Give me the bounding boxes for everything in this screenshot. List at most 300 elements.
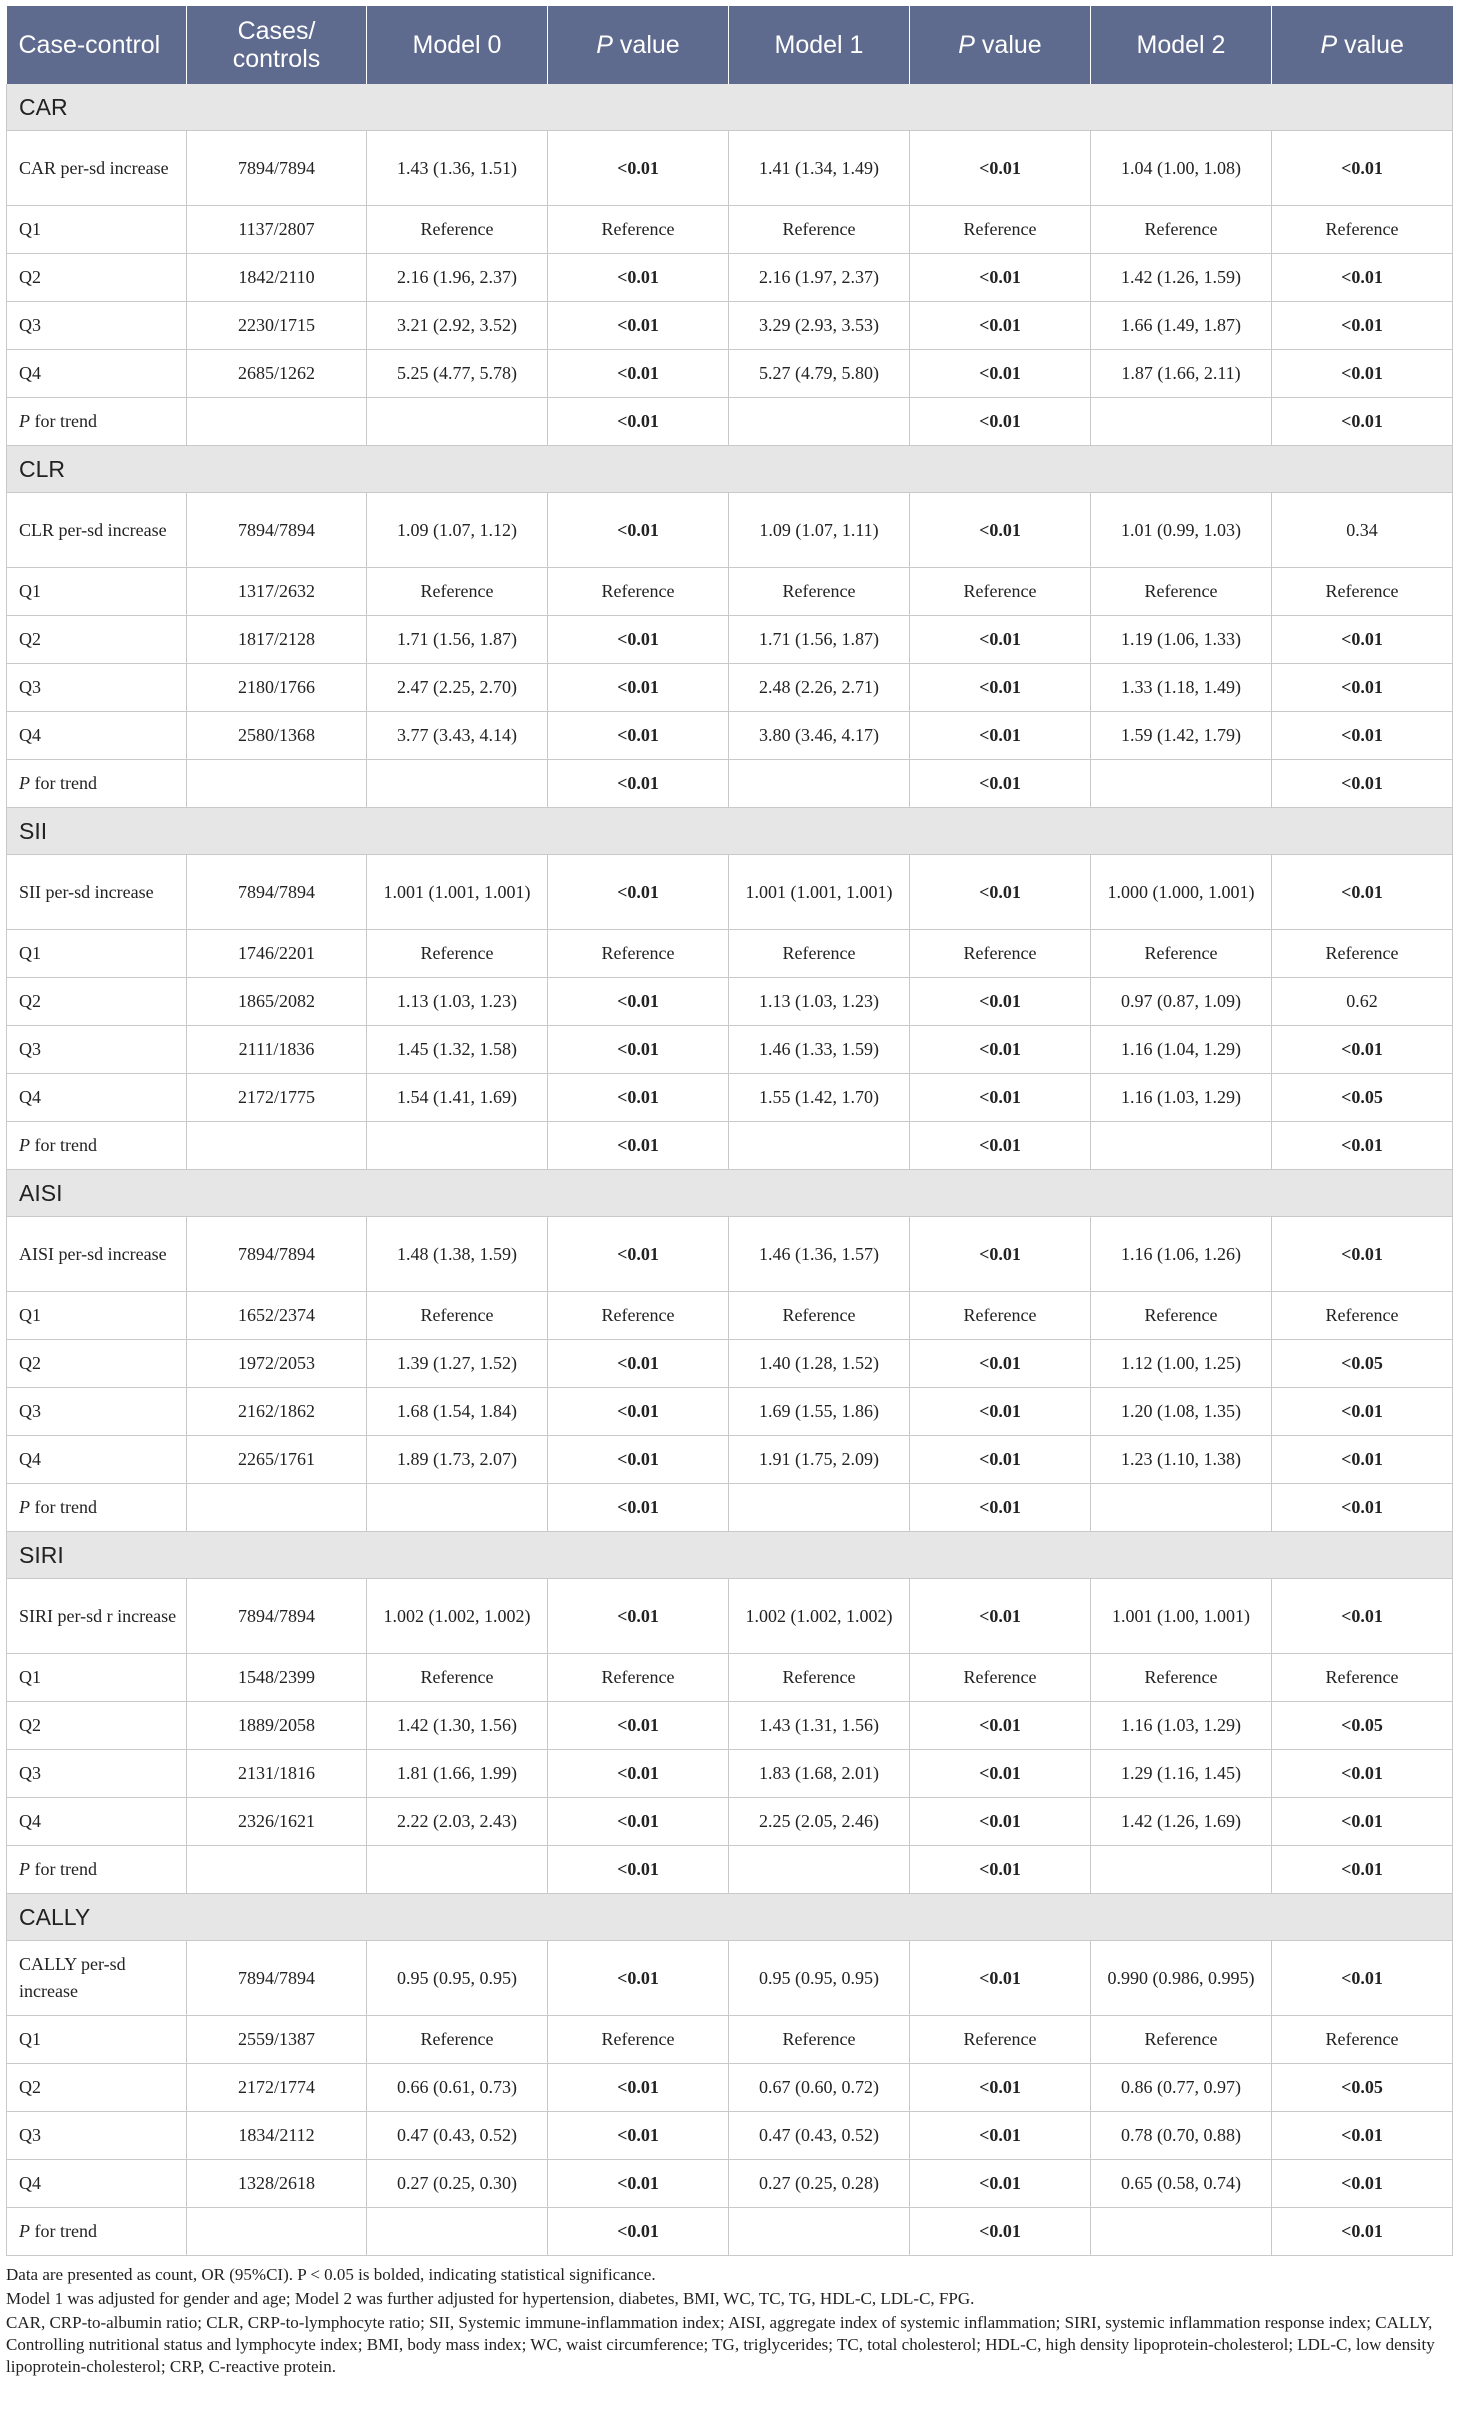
cases-controls-cell: 1746/2201: [187, 930, 367, 978]
cases-controls-cell: 2685/1262: [187, 350, 367, 398]
table-row: [7, 1436, 1453, 1484]
table-row: [7, 1217, 1453, 1292]
cases-controls-cell: 7894/7894: [187, 1217, 367, 1292]
row-label: Q3: [7, 1388, 187, 1436]
model-2-cell: 1.16 (1.03, 1.29): [1091, 1702, 1272, 1750]
cases-controls-cell: 2172/1775: [187, 1074, 367, 1122]
header-p-rest: value: [974, 31, 1042, 59]
p-value-2-cell: <0.05: [1272, 1702, 1453, 1750]
p-value-2-cell: <0.01: [1272, 1217, 1453, 1292]
row-label: P for trend: [7, 398, 187, 446]
cases-controls-cell: 2180/1766: [187, 664, 367, 712]
row-label: P for trend: [7, 1122, 187, 1170]
cases-controls-cell: 1652/2374: [187, 1292, 367, 1340]
p-value-1-cell: <0.01: [910, 1122, 1091, 1170]
row-label: Q4: [7, 1436, 187, 1484]
row-label: Q4: [7, 350, 187, 398]
model-0-cell: 1.48 (1.38, 1.59): [367, 1217, 548, 1292]
model-1-cell: [729, 398, 910, 446]
model-0-cell: Reference: [367, 930, 548, 978]
model-1-cell: Reference: [729, 206, 910, 254]
model-2-cell: [1091, 760, 1272, 808]
p-value-2-cell: <0.01: [1272, 131, 1453, 206]
model-1-cell: 5.27 (4.79, 5.80): [729, 350, 910, 398]
model-1-cell: 1.41 (1.34, 1.49): [729, 131, 910, 206]
p-value-1-cell: <0.01: [910, 1074, 1091, 1122]
p-value-1-cell: <0.01: [910, 616, 1091, 664]
table-row: [7, 493, 1453, 568]
p-italic-letter: P: [19, 2221, 30, 2241]
model-2-cell: 1.12 (1.00, 1.25): [1091, 1340, 1272, 1388]
table-header: [7, 6, 1453, 84]
model-1-cell: 1.001 (1.001, 1.001): [729, 855, 910, 930]
p-value-1-cell: <0.01: [910, 1846, 1091, 1894]
p-value-1-cell: <0.01: [910, 302, 1091, 350]
p-italic-letter: P: [19, 1859, 30, 1879]
p-value-2-cell: <0.01: [1272, 1026, 1453, 1074]
cases-controls-cell: 7894/7894: [187, 1579, 367, 1654]
p-value-2-cell: <0.01: [1272, 1579, 1453, 1654]
p-value-0-cell: <0.01: [548, 1702, 729, 1750]
p-value-0-cell: <0.01: [548, 1074, 729, 1122]
model-0-cell: [367, 2208, 548, 2256]
row-label: P for trend: [7, 1484, 187, 1532]
model-2-cell: 1.16 (1.04, 1.29): [1091, 1026, 1272, 1074]
p-value-2-cell: <0.01: [1272, 616, 1453, 664]
p-value-0-cell: <0.01: [548, 2112, 729, 2160]
p-value-2-cell: <0.01: [1272, 1941, 1453, 2016]
model-1-cell: 2.25 (2.05, 2.46): [729, 1798, 910, 1846]
p-value-0-cell: <0.01: [548, 978, 729, 1026]
p-value-2-cell: Reference: [1272, 568, 1453, 616]
p-value-1-cell: <0.01: [910, 2208, 1091, 2256]
table-row: [7, 1292, 1453, 1340]
p-value-2-cell: <0.01: [1272, 254, 1453, 302]
header-p-letter: P: [596, 31, 613, 59]
cases-controls-cell: 1317/2632: [187, 568, 367, 616]
cases-controls-cell: 2131/1816: [187, 1750, 367, 1798]
model-1-cell: [729, 1484, 910, 1532]
footnote-1: Data are presented as count, OR (95%CI). P < 0.05 is bolded, indicating statistical significance.: [6, 2265, 656, 2284]
model-2-cell: 1.42 (1.26, 1.59): [1091, 254, 1272, 302]
header-p-letter: P: [958, 31, 975, 59]
p-value-2-cell: Reference: [1272, 930, 1453, 978]
p-value-1-cell: <0.01: [910, 1702, 1091, 1750]
table-row: [7, 2016, 1453, 2064]
model-2-cell: 1.001 (1.00, 1.001): [1091, 1579, 1272, 1654]
p-value-0-cell: <0.01: [548, 2064, 729, 2112]
cases-controls-cell: [187, 1846, 367, 1894]
model-2-cell: 0.97 (0.87, 1.09): [1091, 978, 1272, 1026]
table-row: [7, 616, 1453, 664]
p-value-1-cell: <0.01: [910, 1217, 1091, 1292]
p-value-1-cell: <0.01: [910, 978, 1091, 1026]
model-2-cell: [1091, 398, 1272, 446]
p-value-2-cell: <0.01: [1272, 712, 1453, 760]
model-2-cell: [1091, 1484, 1272, 1532]
section-header-row: [7, 84, 1453, 131]
model-2-cell: Reference: [1091, 1654, 1272, 1702]
row-label: AISI per-sd increase: [7, 1217, 187, 1292]
p-value-2-cell: Reference: [1272, 1292, 1453, 1340]
model-0-cell: [367, 1122, 548, 1170]
row-label: Q4: [7, 1074, 187, 1122]
table-row: [7, 2208, 1453, 2256]
p-value-1-cell: <0.01: [910, 712, 1091, 760]
p-value-1-cell: <0.01: [910, 1798, 1091, 1846]
footnote-2: Model 1 was adjusted for gender and age; Model 2 was further adjusted for hypertension, diabetes, BMI, WC, TC, TG, HDL-C, LDL-C, FPG.: [6, 2289, 975, 2308]
header-p-value-2: [1272, 6, 1453, 84]
p-value-2-cell: <0.01: [1272, 302, 1453, 350]
row-label: Q2: [7, 1340, 187, 1388]
header-model-1: Model 1: [729, 6, 910, 84]
table-body: [7, 84, 1453, 2256]
model-1-cell: 1.13 (1.03, 1.23): [729, 978, 910, 1026]
p-italic-letter: P: [19, 773, 30, 793]
model-1-cell: 1.46 (1.36, 1.57): [729, 1217, 910, 1292]
model-1-cell: 0.67 (0.60, 0.72): [729, 2064, 910, 2112]
model-1-cell: 1.43 (1.31, 1.56): [729, 1702, 910, 1750]
row-label: SIRI per-sd r increase: [7, 1579, 187, 1654]
p-value-1-cell: Reference: [910, 1292, 1091, 1340]
row-label: Q2: [7, 1702, 187, 1750]
cases-controls-cell: 2580/1368: [187, 712, 367, 760]
model-0-cell: 1.42 (1.30, 1.56): [367, 1702, 548, 1750]
cases-controls-cell: 1889/2058: [187, 1702, 367, 1750]
p-value-0-cell: <0.01: [548, 1846, 729, 1894]
p-value-0-cell: <0.01: [548, 616, 729, 664]
p-value-1-cell: Reference: [910, 568, 1091, 616]
p-value-0-cell: <0.01: [548, 1122, 729, 1170]
footnote-3: CAR, CRP-to-albumin ratio; CLR, CRP-to-lymphocyte ratio; SII, Systemic immune-inflammation index; AISI, aggregate index of systemic inflammation; SIRI, systemic inflammation response index; CALLY, Controlling nutritional status and lymphocyte index; BMI, body mass index; WC, waist circumference; TG, triglycerides; TC, total cholesterol; HDL-C, high density lipoprotein-cholesterol; LDL-C, low density lipoprotein-cholesterol; CRP, C-reactive protein.: [6, 2313, 1435, 2376]
p-value-1-cell: <0.01: [910, 1484, 1091, 1532]
model-2-cell: Reference: [1091, 930, 1272, 978]
model-2-cell: 1.16 (1.03, 1.29): [1091, 1074, 1272, 1122]
table-row: [7, 1026, 1453, 1074]
model-0-cell: [367, 1846, 548, 1894]
model-2-cell: Reference: [1091, 206, 1272, 254]
p-value-0-cell: <0.01: [548, 398, 729, 446]
p-value-2-cell: <0.01: [1272, 1436, 1453, 1484]
p-value-0-cell: Reference: [548, 568, 729, 616]
row-label: CAR per-sd increase: [7, 131, 187, 206]
p-value-2-cell: <0.01: [1272, 1122, 1453, 1170]
table-row: [7, 1388, 1453, 1436]
p-value-1-cell: <0.01: [910, 855, 1091, 930]
model-2-cell: Reference: [1091, 1292, 1272, 1340]
model-1-cell: 1.40 (1.28, 1.52): [729, 1340, 910, 1388]
p-value-1-cell: <0.01: [910, 1340, 1091, 1388]
model-2-cell: [1091, 1122, 1272, 1170]
row-label: Q2: [7, 2064, 187, 2112]
p-value-0-cell: <0.01: [548, 664, 729, 712]
row-label: Q3: [7, 2112, 187, 2160]
p-value-0-cell: Reference: [548, 1654, 729, 1702]
p-value-2-cell: <0.01: [1272, 2208, 1453, 2256]
model-1-cell: Reference: [729, 1292, 910, 1340]
model-2-cell: 1.01 (0.99, 1.03): [1091, 493, 1272, 568]
p-value-0-cell: <0.01: [548, 1340, 729, 1388]
table-row: [7, 855, 1453, 930]
row-label: CALLY per-sd increase: [7, 1941, 187, 2016]
model-2-cell: 1.59 (1.42, 1.79): [1091, 712, 1272, 760]
model-1-cell: Reference: [729, 1654, 910, 1702]
p-value-1-cell: Reference: [910, 1654, 1091, 1702]
model-2-cell: 1.66 (1.49, 1.87): [1091, 302, 1272, 350]
model-2-cell: Reference: [1091, 568, 1272, 616]
section-title: CLR: [7, 446, 1453, 493]
model-1-cell: 3.80 (3.46, 4.17): [729, 712, 910, 760]
row-label: Q4: [7, 712, 187, 760]
cases-controls-cell: 2326/1621: [187, 1798, 367, 1846]
p-italic-letter: P: [19, 411, 30, 431]
row-label: Q4: [7, 2160, 187, 2208]
row-label: Q1: [7, 568, 187, 616]
model-0-cell: [367, 398, 548, 446]
p-value-1-cell: <0.01: [910, 2064, 1091, 2112]
table-row: [7, 206, 1453, 254]
cases-controls-cell: 1834/2112: [187, 2112, 367, 2160]
table-row: [7, 254, 1453, 302]
model-0-cell: Reference: [367, 568, 548, 616]
section-header-row: [7, 808, 1453, 855]
table-row: [7, 1579, 1453, 1654]
model-1-cell: 1.55 (1.42, 1.70): [729, 1074, 910, 1122]
model-1-cell: 0.27 (0.25, 0.28): [729, 2160, 910, 2208]
model-0-cell: 1.39 (1.27, 1.52): [367, 1340, 548, 1388]
row-label: SII per-sd increase: [7, 855, 187, 930]
row-label: Q3: [7, 664, 187, 712]
table-row: [7, 1941, 1453, 2016]
model-2-cell: 0.65 (0.58, 0.74): [1091, 2160, 1272, 2208]
model-2-cell: 1.19 (1.06, 1.33): [1091, 616, 1272, 664]
section-header-row: [7, 1894, 1453, 1941]
model-1-cell: [729, 2208, 910, 2256]
p-value-2-cell: <0.05: [1272, 2064, 1453, 2112]
p-value-0-cell: Reference: [548, 1292, 729, 1340]
cases-controls-cell: 7894/7894: [187, 131, 367, 206]
cases-controls-cell: 2559/1387: [187, 2016, 367, 2064]
p-value-0-cell: Reference: [548, 2016, 729, 2064]
model-1-cell: 0.47 (0.43, 0.52): [729, 2112, 910, 2160]
p-value-1-cell: Reference: [910, 2016, 1091, 2064]
table-row: [7, 1654, 1453, 1702]
model-1-cell: 1.69 (1.55, 1.86): [729, 1388, 910, 1436]
model-0-cell: [367, 1484, 548, 1532]
model-1-cell: [729, 1122, 910, 1170]
model-0-cell: Reference: [367, 1292, 548, 1340]
model-1-cell: [729, 1846, 910, 1894]
row-label: P for trend: [7, 760, 187, 808]
p-value-1-cell: Reference: [910, 206, 1091, 254]
p-value-2-cell: <0.01: [1272, 1846, 1453, 1894]
model-2-cell: [1091, 1846, 1272, 1894]
model-0-cell: 1.81 (1.66, 1.99): [367, 1750, 548, 1798]
table-row: [7, 1122, 1453, 1170]
p-value-0-cell: <0.01: [548, 254, 729, 302]
p-value-2-cell: <0.01: [1272, 2112, 1453, 2160]
row-label: CLR per-sd increase: [7, 493, 187, 568]
table-row: [7, 1484, 1453, 1532]
model-0-cell: 1.89 (1.73, 2.07): [367, 1436, 548, 1484]
row-label: Q1: [7, 930, 187, 978]
p-value-0-cell: Reference: [548, 930, 729, 978]
cases-controls-cell: 1972/2053: [187, 1340, 367, 1388]
header-p-value-0: [548, 6, 729, 84]
model-0-cell: 1.002 (1.002, 1.002): [367, 1579, 548, 1654]
results-table: [6, 6, 1453, 2256]
model-1-cell: 2.16 (1.97, 2.37): [729, 254, 910, 302]
section-header-row: [7, 1532, 1453, 1579]
table-row: [7, 1750, 1453, 1798]
model-0-cell: 3.21 (2.92, 3.52): [367, 302, 548, 350]
model-0-cell: 1.45 (1.32, 1.58): [367, 1026, 548, 1074]
p-value-0-cell: <0.01: [548, 131, 729, 206]
table-row: [7, 350, 1453, 398]
model-2-cell: 1.29 (1.16, 1.45): [1091, 1750, 1272, 1798]
p-value-1-cell: <0.01: [910, 1388, 1091, 1436]
p-value-1-cell: <0.01: [910, 2160, 1091, 2208]
cases-controls-cell: 1548/2399: [187, 1654, 367, 1702]
p-value-1-cell: <0.01: [910, 1026, 1091, 1074]
p-value-1-cell: <0.01: [910, 664, 1091, 712]
model-1-cell: Reference: [729, 2016, 910, 2064]
section-title: AISI: [7, 1170, 1453, 1217]
header-p-letter: P: [1320, 31, 1338, 59]
p-value-2-cell: 0.34: [1272, 493, 1453, 568]
section-title: CALLY: [7, 1894, 1453, 1941]
model-1-cell: 1.09 (1.07, 1.11): [729, 493, 910, 568]
table-row: [7, 930, 1453, 978]
p-value-1-cell: <0.01: [910, 1750, 1091, 1798]
section-header-row: [7, 1170, 1453, 1217]
p-value-2-cell: 0.62: [1272, 978, 1453, 1026]
p-value-2-cell: Reference: [1272, 206, 1453, 254]
model-0-cell: 1.54 (1.41, 1.69): [367, 1074, 548, 1122]
cases-controls-cell: 7894/7894: [187, 1941, 367, 2016]
model-0-cell: 1.09 (1.07, 1.12): [367, 493, 548, 568]
model-0-cell: [367, 760, 548, 808]
p-value-0-cell: <0.01: [548, 855, 729, 930]
table-row: [7, 1846, 1453, 1894]
p-value-2-cell: <0.01: [1272, 1750, 1453, 1798]
table-row: [7, 2112, 1453, 2160]
cases-controls-cell: 2172/1774: [187, 2064, 367, 2112]
model-0-cell: 2.47 (2.25, 2.70): [367, 664, 548, 712]
table-row: [7, 1074, 1453, 1122]
cases-controls-cell: [187, 760, 367, 808]
cases-controls-cell: 2230/1715: [187, 302, 367, 350]
cases-controls-cell: [187, 1484, 367, 1532]
model-0-cell: 1.68 (1.54, 1.84): [367, 1388, 548, 1436]
model-2-cell: 1.000 (1.000, 1.001): [1091, 855, 1272, 930]
table-row: [7, 1340, 1453, 1388]
p-value-1-cell: <0.01: [910, 493, 1091, 568]
header-p-rest: value: [612, 31, 680, 59]
row-label: P for trend: [7, 1846, 187, 1894]
results-table-container: [6, 6, 1452, 2380]
row-label: Q2: [7, 616, 187, 664]
p-value-0-cell: <0.01: [548, 350, 729, 398]
p-value-2-cell: <0.01: [1272, 350, 1453, 398]
section-title: SII: [7, 808, 1453, 855]
row-label: Q1: [7, 1654, 187, 1702]
model-0-cell: 0.66 (0.61, 0.73): [367, 2064, 548, 2112]
p-value-0-cell: <0.01: [548, 1941, 729, 2016]
p-value-2-cell: <0.01: [1272, 398, 1453, 446]
model-2-cell: 1.87 (1.66, 2.11): [1091, 350, 1272, 398]
row-label: Q1: [7, 1292, 187, 1340]
table-row: [7, 1702, 1453, 1750]
row-label: Q2: [7, 978, 187, 1026]
p-value-0-cell: <0.01: [548, 1579, 729, 1654]
p-italic-letter: P: [19, 1497, 30, 1517]
model-1-cell: 1.83 (1.68, 2.01): [729, 1750, 910, 1798]
p-value-2-cell: <0.01: [1272, 1798, 1453, 1846]
cases-controls-cell: 2265/1761: [187, 1436, 367, 1484]
p-value-0-cell: <0.01: [548, 1798, 729, 1846]
p-value-1-cell: <0.01: [910, 1436, 1091, 1484]
p-value-0-cell: <0.01: [548, 1217, 729, 1292]
model-1-cell: 1.002 (1.002, 1.002): [729, 1579, 910, 1654]
p-value-2-cell: <0.01: [1272, 760, 1453, 808]
p-value-1-cell: <0.01: [910, 1579, 1091, 1654]
model-1-cell: 1.91 (1.75, 2.09): [729, 1436, 910, 1484]
p-value-2-cell: <0.01: [1272, 855, 1453, 930]
model-2-cell: 0.78 (0.70, 0.88): [1091, 2112, 1272, 2160]
p-value-0-cell: <0.01: [548, 1026, 729, 1074]
p-value-2-cell: <0.05: [1272, 1074, 1453, 1122]
header-model-0: Model 0: [367, 6, 548, 84]
p-value-0-cell: <0.01: [548, 1436, 729, 1484]
header-p-value-1: [910, 6, 1091, 84]
model-0-cell: Reference: [367, 1654, 548, 1702]
model-2-cell: 1.20 (1.08, 1.35): [1091, 1388, 1272, 1436]
p-value-1-cell: <0.01: [910, 760, 1091, 808]
row-label: Q3: [7, 302, 187, 350]
p-value-2-cell: <0.01: [1272, 1484, 1453, 1532]
cases-controls-cell: 1817/2128: [187, 616, 367, 664]
section-title: SIRI: [7, 1532, 1453, 1579]
model-0-cell: 1.13 (1.03, 1.23): [367, 978, 548, 1026]
cases-controls-cell: 7894/7894: [187, 855, 367, 930]
p-value-0-cell: <0.01: [548, 760, 729, 808]
p-value-1-cell: <0.01: [910, 2112, 1091, 2160]
model-0-cell: 3.77 (3.43, 4.14): [367, 712, 548, 760]
p-value-2-cell: <0.01: [1272, 1388, 1453, 1436]
model-2-cell: 0.86 (0.77, 0.97): [1091, 2064, 1272, 2112]
p-value-0-cell: <0.01: [548, 712, 729, 760]
p-value-0-cell: <0.01: [548, 1750, 729, 1798]
table-row: [7, 131, 1453, 206]
table-row: [7, 302, 1453, 350]
cases-controls-cell: 7894/7894: [187, 493, 367, 568]
header-p-rest: value: [1337, 31, 1404, 59]
row-label: Q4: [7, 1798, 187, 1846]
model-1-cell: 1.71 (1.56, 1.87): [729, 616, 910, 664]
model-0-cell: 0.95 (0.95, 0.95): [367, 1941, 548, 2016]
row-label: Q1: [7, 2016, 187, 2064]
cases-controls-cell: [187, 1122, 367, 1170]
model-1-cell: [729, 760, 910, 808]
p-value-0-cell: <0.01: [548, 2208, 729, 2256]
p-italic-letter: P: [19, 1135, 30, 1155]
p-value-2-cell: Reference: [1272, 1654, 1453, 1702]
cases-controls-cell: 1842/2110: [187, 254, 367, 302]
cases-controls-cell: 2111/1836: [187, 1026, 367, 1074]
model-2-cell: [1091, 2208, 1272, 2256]
cases-controls-cell: [187, 398, 367, 446]
